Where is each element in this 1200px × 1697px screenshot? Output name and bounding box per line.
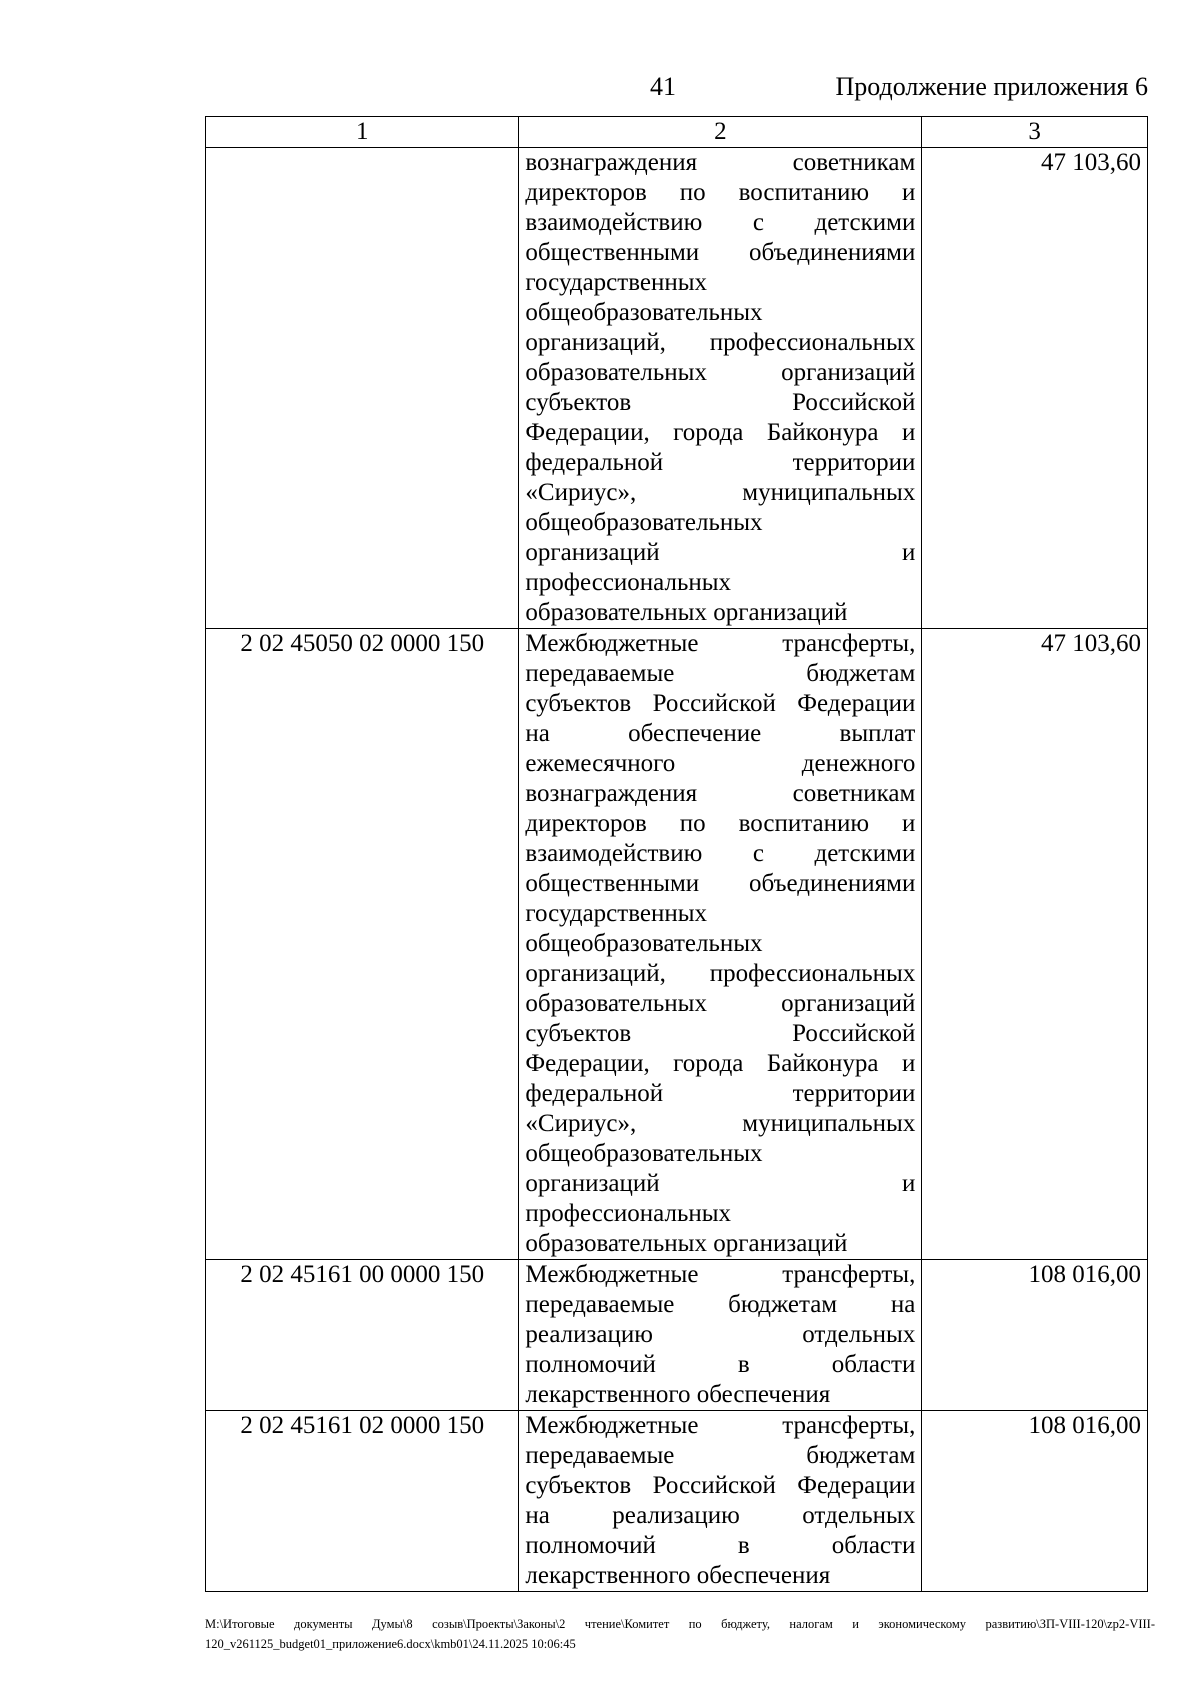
description-line: передаваемые бюджетам	[525, 660, 916, 687]
table-row	[206, 629, 1148, 1260]
description-line: Федерации, города Байконура и	[525, 419, 916, 446]
description-line: федеральной территории	[525, 1080, 916, 1107]
page-number: 41	[650, 72, 676, 101]
description-line: образовательных организаций	[525, 990, 916, 1017]
description-line: общеобразовательных	[525, 930, 763, 957]
description-line: передаваемые бюджетам	[525, 1442, 916, 1469]
description-line: взаимодействию с детскими	[525, 209, 916, 236]
table-row	[206, 1411, 1148, 1592]
description-line: общеобразовательных	[525, 299, 763, 326]
column-header-2: 2	[519, 117, 922, 148]
description-line: образовательных организаций	[525, 599, 848, 626]
description-cell	[519, 1260, 922, 1411]
column-header-1: 1	[206, 117, 519, 148]
budget-table	[205, 116, 1148, 1592]
description-line: образовательных организаций	[525, 359, 916, 386]
description-line: организаций, профессиональных	[525, 960, 916, 987]
table-row	[206, 1260, 1148, 1411]
amount-cell: 47 103,60	[922, 629, 1148, 1260]
description-line: взаимодействию с детскими	[525, 840, 916, 867]
description-line: субъектов Российской Федерации	[525, 1472, 916, 1499]
description-cell	[519, 148, 922, 629]
description-line: Межбюджетные трансферты,	[525, 630, 916, 657]
description-line: на обеспечение выплат	[525, 720, 916, 747]
budget-code-cell: 2 02 45161 02 0000 150	[206, 1411, 519, 1592]
description-line: субъектов Российской	[525, 389, 916, 416]
description-line: субъектов Российской	[525, 1020, 916, 1047]
document-file-path: M:\Итоговые документы Думы\8 созыв\Проекты\Законы\2 чтение\Комитет по бюджету, налогам и экономическому развитию\ЗП-VIII-120\zp2-VIII-120_v261125_budget01_приложение6.docx\kmb01\24.11.2025 10:06:45	[205, 1617, 1155, 1651]
description-line: реализацию отдельных	[525, 1321, 916, 1348]
description-line: «Сириус», муниципальных	[525, 479, 916, 506]
budget-code-cell: 2 02 45161 00 0000 150	[206, 1260, 519, 1411]
description-line: профессиональных	[525, 569, 732, 596]
description-line: государственных	[525, 900, 708, 927]
description-line: организаций и	[525, 1170, 916, 1197]
description-line: общеобразовательных	[525, 1140, 763, 1167]
description-line: организаций, профессиональных	[525, 329, 916, 356]
description-line: Межбюджетные трансферты,	[525, 1261, 916, 1288]
description-line: полномочий в области	[525, 1351, 916, 1378]
description-cell	[519, 1411, 922, 1592]
description-line: полномочий в области	[525, 1532, 916, 1559]
column-header-3: 3	[922, 117, 1148, 148]
budget-code-cell	[206, 148, 519, 629]
description-line: Федерации, города Байконура и	[525, 1050, 916, 1077]
description-line: Межбюджетные трансферты,	[525, 1412, 916, 1439]
budget-code-cell: 2 02 45050 02 0000 150	[206, 629, 519, 1260]
description-line: организаций и	[525, 539, 916, 566]
description-line: вознаграждения советникам	[525, 149, 916, 176]
description-line: лекарственного обеспечения	[525, 1562, 831, 1589]
description-line: государственных	[525, 269, 708, 296]
description-line: федеральной территории	[525, 449, 916, 476]
description-line: вознаграждения советникам	[525, 780, 916, 807]
table-header-row	[206, 117, 1148, 148]
description-line: общественными объединениями	[525, 239, 916, 266]
description-line: передаваемые бюджетам на	[525, 1291, 916, 1318]
description-line: ежемесячного денежного	[525, 750, 916, 777]
description-line: директоров по воспитанию и	[525, 179, 916, 206]
description-line: на реализацию отдельных	[525, 1502, 916, 1529]
description-cell	[519, 629, 922, 1260]
description-line: профессиональных	[525, 1200, 732, 1227]
description-line: субъектов Российской Федерации	[525, 690, 916, 717]
amount-cell: 47 103,60	[922, 148, 1148, 629]
description-line: общественными объединениями	[525, 870, 916, 897]
description-line: образовательных организаций	[525, 1230, 848, 1257]
description-line: «Сириус», муниципальных	[525, 1110, 916, 1137]
table-row	[206, 148, 1148, 629]
appendix-continuation-title: Продолжение приложения 6	[835, 72, 1148, 101]
amount-cell: 108 016,00	[922, 1260, 1148, 1411]
amount-cell: 108 016,00	[922, 1411, 1148, 1592]
description-line: общеобразовательных	[525, 509, 763, 536]
description-line: лекарственного обеспечения	[525, 1381, 831, 1408]
description-line: директоров по воспитанию и	[525, 810, 916, 837]
